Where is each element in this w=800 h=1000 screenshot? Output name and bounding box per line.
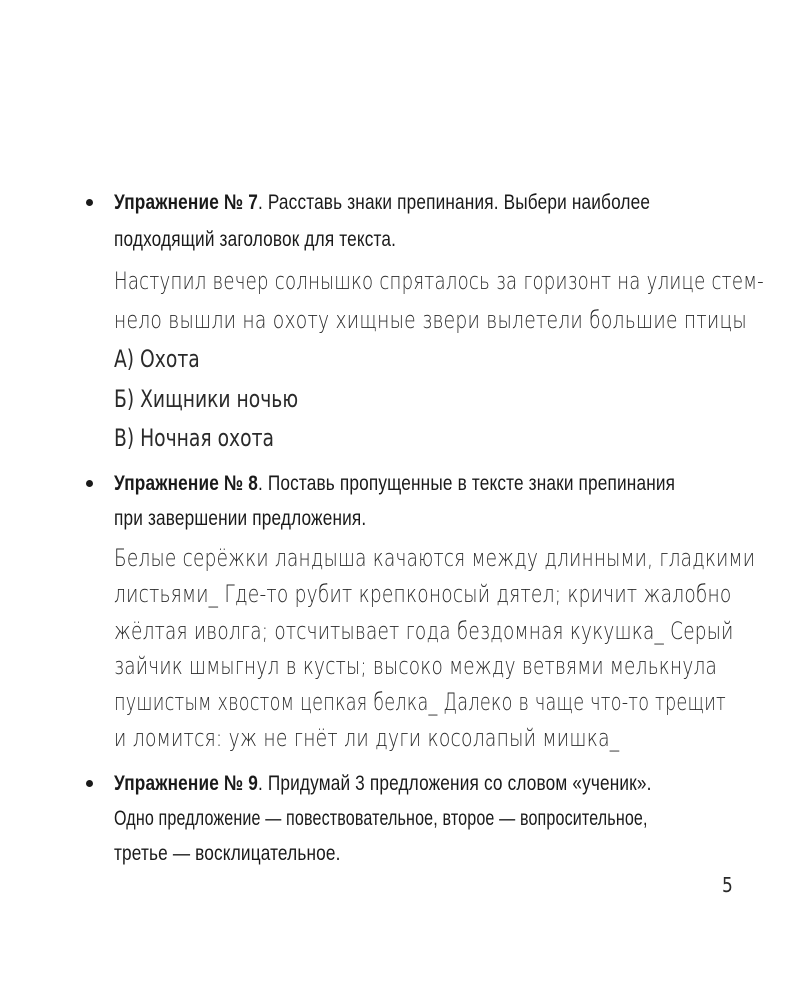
exercise-8-title: Упражнение № 8 <box>114 472 258 495</box>
exercise-7-option-c: В) Ночная охота <box>114 424 274 452</box>
exercise-7-title: Упражнение № 7 <box>114 191 258 214</box>
exercise-8-text-line-2: листьями_ Где-то рубит крепконосый дятел; кричит жалобно <box>114 580 732 608</box>
exercise-7-instruction-line-2: подходящий заголовок для текста. <box>114 228 397 251</box>
exercise-8-instruction-line-2: при завершении предложения. <box>114 507 367 530</box>
bullet-icon <box>84 199 94 209</box>
exercise-7-option-b: Б) Хищники ночью <box>114 385 299 413</box>
exercise-8-instruction-line-1: Упражнение № 8. Поставь пропущенные в тексте знаки препинания <box>114 472 676 495</box>
exercise-8-text-line-3: жёлтая иволга; отсчитывает года бездомная кукушка_ Серый <box>114 617 734 645</box>
exercise-9-instruction-line-3: третье — восклицательное. <box>114 842 341 865</box>
bullet-icon <box>84 780 94 790</box>
exercise-7-text-line-1: Наступил вечер солнышко спряталось за горизонт на улице стем- <box>114 267 764 295</box>
exercise-7-instruction-line-1: Упражнение № 7. Расставь знаки препинания. Выбери наиболее <box>114 191 651 214</box>
exercise-8-text-line-6: и ломится: уж не гнёт ли дуги косолапый мишка_ <box>114 724 620 752</box>
exercise-8-text-line-5: пушистым хвостом цепкая белка_ Далеко в чаще что-то трещит <box>114 688 726 716</box>
exercise-7-option-a: А) Охота <box>114 345 200 373</box>
page-number: 5 <box>722 873 733 897</box>
exercise-9-title: Упражнение № 9 <box>114 772 258 795</box>
exercise-9-instruction-line-2: Одно предложение — повествовательное, второе — вопросительное, <box>114 807 648 830</box>
exercise-8-text-line-1: Белые серёжки ландыша качаются между длинными, гладкими <box>114 544 756 572</box>
bullet-icon <box>84 480 94 490</box>
exercise-8-text-line-4: зайчик шмыгнул в кусты; высоко между ветвями мелькнула <box>114 652 718 680</box>
exercise-7-text-line-2: нело вышли на охоту хищные звери вылетели большие птицы <box>114 306 747 334</box>
exercise-9-instruction-line-1: Упражнение № 9. Придумай 3 предложения со словом «ученик». <box>114 772 652 795</box>
